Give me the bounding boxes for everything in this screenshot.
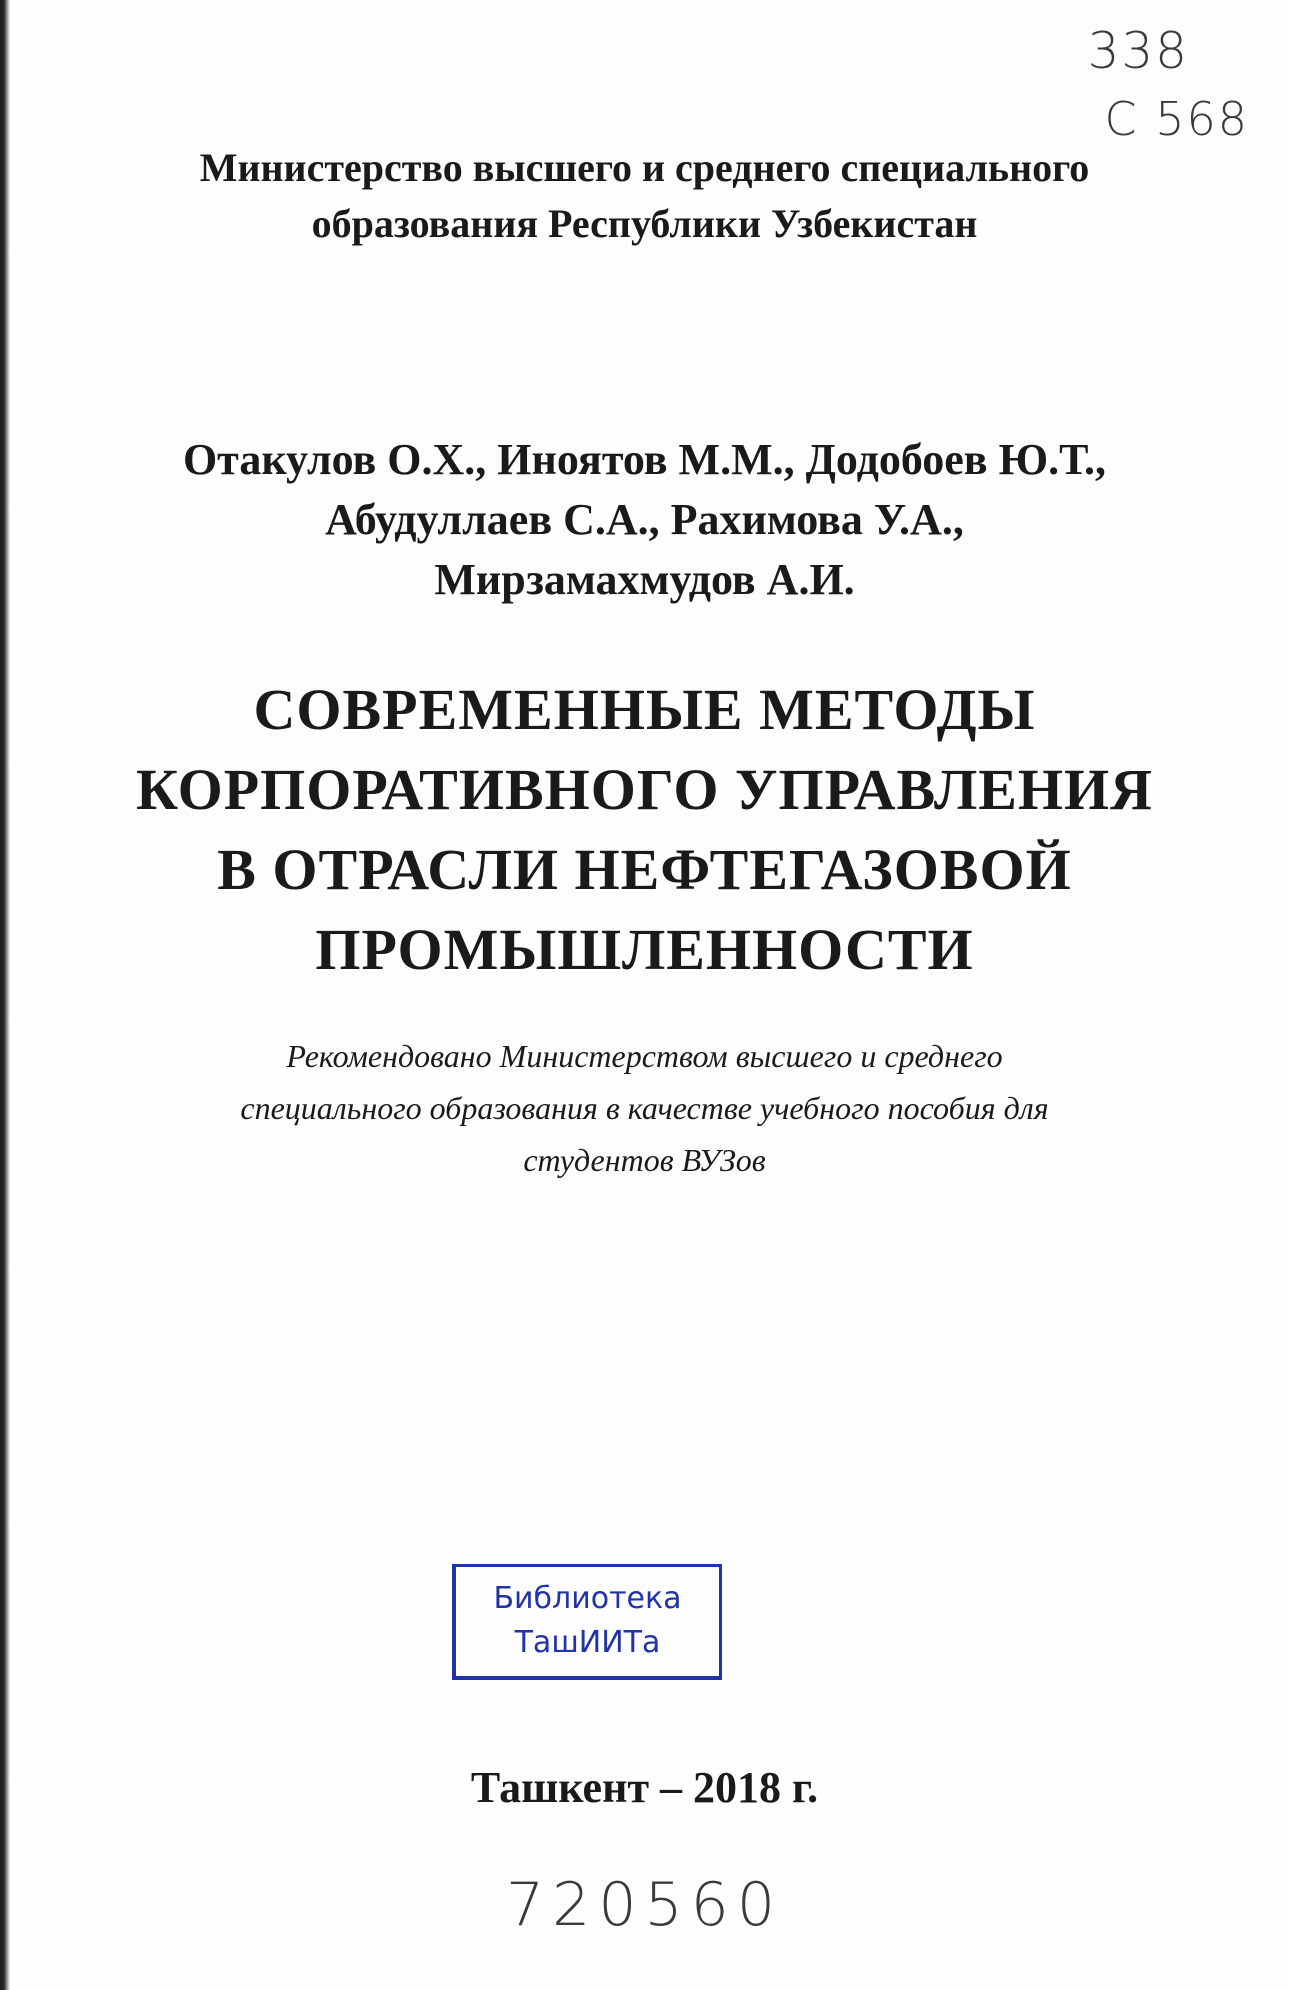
authors-line: Абудуллаев С.А., Рахимова У.А.,	[325, 495, 964, 544]
authors-line: Мирзамахмудов А.И.	[434, 555, 855, 604]
recommendation-line: Рекомендовано Министерством высшего и среднего	[286, 1038, 1003, 1074]
title-line: В ОТРАСЛИ НЕФТЕГАЗОВОЙ	[217, 837, 1072, 902]
stamp-line-library: Библиотека	[493, 1581, 682, 1616]
library-stamp	[452, 1564, 722, 1680]
publication-place-year: Ташкент – 2018 г.	[470, 1763, 819, 1812]
ministry-line: Министерство высшего и среднего специального	[199, 145, 1090, 190]
scan-binding-edge	[0, 0, 10, 1990]
recommendation-note	[0, 1030, 1289, 1186]
stamp-line-institute: ТашИИТа	[514, 1625, 661, 1660]
title-line: СОВРЕМЕННЫЕ МЕТОДЫ	[253, 677, 1036, 742]
book-title	[0, 670, 1289, 990]
handwritten-shelf-number: 338	[1087, 22, 1189, 80]
handwritten-shelf-code: С 568	[1104, 92, 1249, 146]
authors-line: Отакулов О.Х., Иноятов М.М., Додобоев Ю.Т.,	[182, 435, 1107, 484]
handwritten-inventory-number: 720560	[505, 1870, 784, 1940]
title-line: ПРОМЫШЛЕННОСТИ	[315, 917, 974, 982]
recommendation-line: специального образования в качестве учебного пособия для	[240, 1090, 1049, 1126]
title-line: КОРПОРАТИВНОГО УПРАВЛЕНИЯ	[135, 757, 1154, 822]
recommendation-line: студентов ВУЗов	[523, 1142, 766, 1178]
ministry-heading	[0, 140, 1289, 252]
authors-list	[0, 430, 1289, 610]
ministry-line: образования Республики Узбекистан	[311, 201, 978, 246]
